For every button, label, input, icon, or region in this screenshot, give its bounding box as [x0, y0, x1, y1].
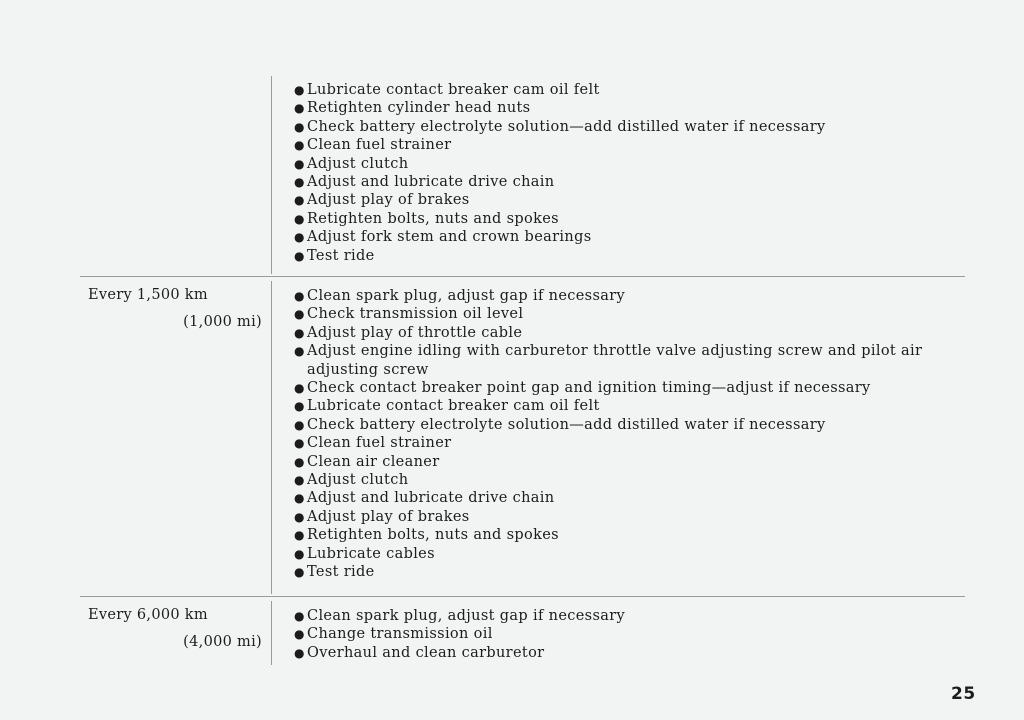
- list-item: ● Lubricate contact breaker cam oil felt: [294, 82, 600, 98]
- list-item: ● Clean air cleaner: [294, 453, 440, 470]
- bullet-icon: ●: [294, 211, 305, 226]
- bullet-icon: ●: [294, 381, 305, 396]
- maintenance-list-continued: [294, 81, 954, 265]
- interval-label-1500km: Every 1,500 km: [88, 287, 208, 303]
- bullet-icon: ●: [294, 417, 305, 432]
- bullet-icon: ●: [294, 230, 305, 245]
- list-item: ● Adjust clutch: [294, 472, 409, 489]
- list-item: ● Adjust and lubricate drive chain: [294, 174, 555, 191]
- bullet-icon: ●: [294, 193, 305, 208]
- list-item: ● Adjust play of throttle cable: [294, 324, 523, 341]
- bullet-icon: ●: [294, 307, 305, 322]
- list-item: ● Retighten cylinder head nuts: [294, 100, 531, 117]
- list-item: ● Change transmission oil: [294, 626, 493, 643]
- interval-label-4000mi: (4,000 mi): [183, 634, 262, 650]
- list-item: ● Check contact breaker point gap and ignition timing—adjust if necessary: [294, 380, 871, 397]
- list-item: ● Adjust clutch: [294, 155, 409, 172]
- bullet-icon: ●: [294, 627, 305, 642]
- column-divider-1: [271, 76, 272, 274]
- bullet-icon: ●: [294, 156, 305, 171]
- interval-label-6000km: Every 6,000 km: [88, 607, 208, 623]
- list-item: ● Adjust play of brakes: [294, 192, 470, 209]
- bullet-icon: ●: [294, 399, 305, 414]
- list-item: ● Retighten bolts, nuts and spokes: [294, 527, 559, 544]
- column-divider-2: [271, 281, 272, 594]
- column-divider-3: [271, 601, 272, 665]
- bullet-icon: ●: [294, 344, 305, 359]
- maintenance-list-1500km: [294, 287, 954, 582]
- bullet-icon: ●: [294, 491, 305, 506]
- list-item: ● Test ride: [294, 564, 375, 581]
- list-item: ● Check transmission oil level: [294, 306, 524, 323]
- list-item: ● Check battery electrolyte solution—add distilled water if necessary: [294, 118, 826, 135]
- bullet-icon: ●: [294, 175, 305, 190]
- list-item: ● Check battery electrolyte solution—add distilled water if necessary: [294, 416, 826, 433]
- bullet-icon: ●: [294, 248, 305, 263]
- bullet-icon: ●: [294, 565, 305, 580]
- list-item: ● Adjust fork stem and crown bearings: [294, 229, 592, 246]
- bullet-icon: ●: [294, 436, 305, 451]
- row-divider-1: [80, 276, 965, 277]
- list-item: ● Clean fuel strainer: [294, 435, 452, 452]
- page-number: 25: [951, 684, 976, 704]
- list-item: ● Adjust play of brakes: [294, 508, 470, 525]
- bullet-icon: ●: [294, 645, 305, 660]
- bullet-icon: ●: [294, 325, 305, 340]
- list-item: ● Test ride: [294, 247, 375, 264]
- list-item: ● Adjust and lubricate drive chain: [294, 490, 555, 507]
- list-item: ● Lubricate contact breaker cam oil felt: [294, 398, 600, 415]
- bullet-icon: ●: [294, 546, 305, 561]
- list-item: ● Clean spark plug, adjust gap if necessary: [294, 608, 626, 624]
- list-item: ● Clean spark plug, adjust gap if necessary: [294, 288, 626, 304]
- bullet-icon: ●: [294, 473, 305, 488]
- list-item: ● Overhaul and clean carburetor: [294, 644, 545, 661]
- list-item: ● Clean fuel strainer: [294, 137, 452, 154]
- bullet-icon: ●: [294, 119, 305, 134]
- list-item: ● Retighten bolts, nuts and spokes: [294, 210, 559, 227]
- bullet-icon: ●: [294, 609, 305, 623]
- list-item: ● Lubricate cables: [294, 545, 435, 562]
- bullet-icon: ●: [294, 289, 305, 303]
- row-divider-2: [80, 596, 965, 597]
- bullet-icon: ●: [294, 101, 305, 116]
- interval-label-1000mi: (1,000 mi): [183, 314, 262, 330]
- bullet-icon: ●: [294, 138, 305, 153]
- maintenance-list-6000km: [294, 607, 954, 662]
- bullet-icon: ●: [294, 454, 305, 469]
- list-item: ● Adjust engine idling with carburetor throttle valve adjusting screw and pilot air adjusting screw: [294, 343, 923, 378]
- bullet-icon: ●: [294, 83, 305, 97]
- bullet-icon: ●: [294, 509, 305, 524]
- bullet-icon: ●: [294, 528, 305, 543]
